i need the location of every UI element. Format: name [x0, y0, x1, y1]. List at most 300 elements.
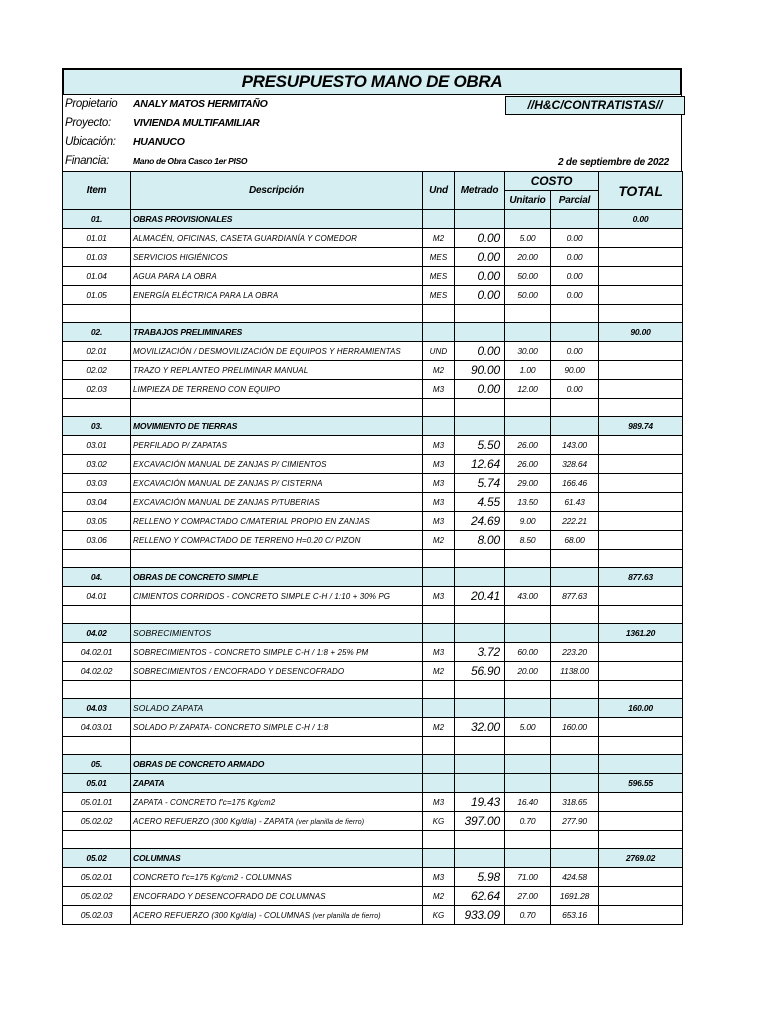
empty-cell [505, 681, 551, 699]
section-row [63, 849, 683, 868]
metrado-cell: 24.69 [455, 512, 505, 531]
financia-label: Financia: [65, 155, 109, 167]
header-metrado: Metrado [455, 172, 505, 210]
table-row [63, 248, 683, 267]
total-cell [599, 493, 683, 512]
item-description [131, 267, 423, 286]
metrado-cell: 19.43 [455, 793, 505, 812]
total-cell [599, 718, 683, 737]
item-code: 05.01.01 [63, 793, 131, 812]
metrado-cell: 3.72 [455, 643, 505, 662]
description-text: EXCAVACIÓN MANUAL DE ZANJAS P/ CISTERNA [133, 478, 323, 488]
total-cell [599, 229, 683, 248]
blank-row [63, 399, 683, 417]
empty-cell [599, 831, 683, 849]
unit-cost-cell: 13.50 [505, 493, 551, 512]
item-description [131, 229, 423, 248]
total-cell [599, 531, 683, 550]
item-code: 03.01 [63, 436, 131, 455]
table-row [63, 229, 683, 248]
empty-cell [423, 755, 455, 774]
item-code: 01.03 [63, 248, 131, 267]
unit-cost-cell: 9.00 [505, 512, 551, 531]
unit-cell: M2 [423, 718, 455, 737]
table-row [63, 361, 683, 380]
section-total: 877.63 [599, 568, 683, 587]
unit-cell: M3 [423, 512, 455, 531]
partial-cost-cell: 223.20 [551, 643, 599, 662]
unit-cost-cell: 8.50 [505, 531, 551, 550]
description-text: ACERO REFUERZO (300 Kg/día) - COLUMNAS [133, 910, 311, 920]
info-row-propietario [62, 95, 682, 114]
empty-cell [131, 681, 423, 699]
unit-cell: KG [423, 812, 455, 831]
empty-cell [551, 849, 599, 868]
unit-cost-cell: 29.00 [505, 474, 551, 493]
empty-cell [423, 849, 455, 868]
blank-row [63, 305, 683, 323]
total-cell [599, 286, 683, 305]
budget-sheet [62, 68, 682, 925]
unit-cost-cell: 12.00 [505, 380, 551, 399]
empty-cell [63, 831, 131, 849]
header-costo: COSTO [505, 172, 599, 191]
total-cell [599, 248, 683, 267]
unit-cell: KG [423, 906, 455, 925]
section-row [63, 323, 683, 342]
total-cell [599, 512, 683, 531]
ubicacion-value: HUANUCO [133, 136, 185, 148]
table-row [63, 493, 683, 512]
unit-cell: M2 [423, 662, 455, 681]
empty-cell [455, 737, 505, 755]
budget-table [62, 171, 683, 925]
description-text: SOLADO P/ ZAPATA- CONCRETO SIMPLE C-H / 1:8 [133, 722, 329, 732]
item-description [131, 718, 423, 737]
description-text: SOBRECIMIENTOS - CONCRETO SIMPLE C-H / 1:8 + 25% PM [133, 647, 369, 657]
item-code: 05.02.03 [63, 906, 131, 925]
table-row [63, 887, 683, 906]
table-row [63, 436, 683, 455]
table-row [63, 718, 683, 737]
partial-cost-cell: 160.00 [551, 718, 599, 737]
item-description: ZAPATA [131, 774, 423, 793]
empty-cell [551, 305, 599, 323]
unit-cost-cell: 27.00 [505, 887, 551, 906]
empty-cell [455, 399, 505, 417]
budget-date: 2 de septiembre de 2022 [557, 157, 669, 168]
partial-cost-cell: 0.00 [551, 342, 599, 361]
item-code: 02.01 [63, 342, 131, 361]
metrado-cell: 0.00 [455, 229, 505, 248]
metrado-cell: 12.64 [455, 455, 505, 474]
empty-cell [551, 210, 599, 229]
empty-cell [455, 755, 505, 774]
total-cell [599, 436, 683, 455]
empty-cell [505, 568, 551, 587]
empty-cell [505, 606, 551, 624]
metrado-cell: 0.00 [455, 267, 505, 286]
empty-cell [455, 624, 505, 643]
empty-cell [551, 550, 599, 568]
item-description [131, 812, 423, 831]
item-description [131, 906, 423, 925]
empty-cell [505, 210, 551, 229]
unit-cell: M3 [423, 455, 455, 474]
unit-cell: M3 [423, 380, 455, 399]
unit-cost-cell: 20.00 [505, 662, 551, 681]
unit-cell: M2 [423, 229, 455, 248]
item-code: 01.05 [63, 286, 131, 305]
item-description: OBRAS DE CONCRETO ARMADO [131, 755, 423, 774]
item-description [131, 474, 423, 493]
unit-cost-cell: 0.70 [505, 906, 551, 925]
empty-cell [131, 305, 423, 323]
partial-cost-cell: 1691.28 [551, 887, 599, 906]
item-description: SOLADO ZAPATA [131, 699, 423, 718]
table-row [63, 531, 683, 550]
total-cell [599, 361, 683, 380]
unit-cost-cell: 43.00 [505, 587, 551, 606]
empty-cell [455, 774, 505, 793]
item-code: 04. [63, 568, 131, 587]
empty-cell [131, 831, 423, 849]
partial-cost-cell: 0.00 [551, 286, 599, 305]
empty-cell [131, 606, 423, 624]
metrado-cell: 0.00 [455, 248, 505, 267]
description-text: ACERO REFUERZO (300 Kg/día) - ZAPATA [133, 816, 294, 826]
description-text: EXCAVACIÓN MANUAL DE ZANJAS P/TUBERIAS [133, 497, 320, 507]
partial-cost-cell: 143.00 [551, 436, 599, 455]
item-description [131, 455, 423, 474]
item-code: 04.01 [63, 587, 131, 606]
empty-cell [551, 323, 599, 342]
description-text: ALMACÉN, OFICINAS, CASETA GUARDIANÍA Y COMEDOR [133, 233, 358, 243]
metrado-cell: 933.09 [455, 906, 505, 925]
empty-cell [551, 606, 599, 624]
table-row [63, 643, 683, 662]
item-code: 03. [63, 417, 131, 436]
unit-cell: M3 [423, 474, 455, 493]
empty-cell [505, 323, 551, 342]
item-description [131, 248, 423, 267]
empty-cell [423, 550, 455, 568]
empty-cell [455, 831, 505, 849]
description-text: ZAPATA - CONCRETO f'c=175 Kg/cm2 [133, 797, 276, 807]
propietario-label: Propietario [65, 98, 118, 110]
partial-cost-cell: 328.64 [551, 455, 599, 474]
partial-cost-cell: 68.00 [551, 531, 599, 550]
item-description [131, 342, 423, 361]
header-parcial: Parcial [551, 191, 599, 210]
item-description [131, 436, 423, 455]
proyecto-value: VIVIENDA MULTIFAMILIAR [133, 117, 260, 129]
unit-cost-cell: 71.00 [505, 868, 551, 887]
table-row [63, 455, 683, 474]
unit-cost-cell: 60.00 [505, 643, 551, 662]
metrado-cell: 0.00 [455, 286, 505, 305]
section-row [63, 624, 683, 643]
partial-cost-cell: 0.00 [551, 248, 599, 267]
unit-cost-cell: 5.00 [505, 229, 551, 248]
item-description [131, 643, 423, 662]
total-cell [599, 906, 683, 925]
empty-cell [423, 323, 455, 342]
empty-cell [505, 849, 551, 868]
header-und: Und [423, 172, 455, 210]
item-code: 03.02 [63, 455, 131, 474]
description-text: MOVILIZACIÓN / DESMOVILIZACIÓN DE EQUIPOS Y HERRAMIENTAS [133, 346, 401, 356]
empty-cell [551, 568, 599, 587]
partial-cost-cell: 277.90 [551, 812, 599, 831]
item-code: 05. [63, 755, 131, 774]
empty-cell [599, 681, 683, 699]
info-row-financia [62, 152, 682, 171]
info-row-ubicacion [62, 133, 682, 152]
info-row-proyecto [62, 114, 682, 133]
blank-row [63, 606, 683, 624]
empty-cell [455, 550, 505, 568]
empty-cell [423, 774, 455, 793]
empty-cell [505, 550, 551, 568]
item-code: 05.01 [63, 774, 131, 793]
description-text: RELLENO Y COMPACTADO DE TERRENO H=0.20 C/ PIZON [133, 535, 361, 545]
table-row [63, 662, 683, 681]
table-row [63, 512, 683, 531]
section-row [63, 755, 683, 774]
empty-cell [423, 624, 455, 643]
unit-cell: M3 [423, 643, 455, 662]
empty-cell [505, 737, 551, 755]
empty-cell [505, 624, 551, 643]
empty-cell [423, 681, 455, 699]
empty-cell [505, 305, 551, 323]
item-description [131, 887, 423, 906]
empty-cell [551, 831, 599, 849]
item-description [131, 286, 423, 305]
description-note: (ver planilla de fierro) [296, 818, 365, 826]
empty-cell [455, 568, 505, 587]
empty-cell [551, 681, 599, 699]
unit-cost-cell: 16.40 [505, 793, 551, 812]
item-description: OBRAS DE CONCRETO SIMPLE [131, 568, 423, 587]
item-code: 02.02 [63, 361, 131, 380]
empty-cell [423, 305, 455, 323]
empty-cell [423, 831, 455, 849]
blank-row [63, 681, 683, 699]
section-total: 989.74 [599, 417, 683, 436]
item-code: 03.03 [63, 474, 131, 493]
table-row [63, 793, 683, 812]
total-cell [599, 868, 683, 887]
item-code: 04.02.01 [63, 643, 131, 662]
header-descripcion: Descripción [131, 172, 423, 210]
metrado-cell: 4.55 [455, 493, 505, 512]
empty-cell [599, 305, 683, 323]
table-row [63, 267, 683, 286]
empty-cell [599, 606, 683, 624]
table-row [63, 286, 683, 305]
section-total: 90.00 [599, 323, 683, 342]
table-row [63, 474, 683, 493]
empty-cell [599, 737, 683, 755]
table-header-row [63, 172, 683, 191]
empty-cell [423, 737, 455, 755]
empty-cell [551, 399, 599, 417]
empty-cell [455, 699, 505, 718]
empty-cell [63, 606, 131, 624]
empty-cell [63, 550, 131, 568]
metrado-cell: 56.90 [455, 662, 505, 681]
unit-cell: M2 [423, 531, 455, 550]
unit-cell: M3 [423, 436, 455, 455]
total-cell [599, 267, 683, 286]
empty-cell [455, 681, 505, 699]
total-cell [599, 793, 683, 812]
empty-cell [599, 399, 683, 417]
section-total: 160.00 [599, 699, 683, 718]
total-cell [599, 643, 683, 662]
empty-cell [423, 399, 455, 417]
unit-cell: MES [423, 267, 455, 286]
propietario-value: ANALY MATOS HERMITAÑO [133, 98, 268, 110]
table-row [63, 587, 683, 606]
item-code: 04.02.02 [63, 662, 131, 681]
blank-row [63, 737, 683, 755]
empty-cell [505, 399, 551, 417]
empty-cell [63, 681, 131, 699]
item-code: 04.02 [63, 624, 131, 643]
metrado-cell: 20.41 [455, 587, 505, 606]
unit-cost-cell: 5.00 [505, 718, 551, 737]
sheet-title: PRESUPUESTO MANO DE OBRA [62, 68, 682, 95]
empty-cell [131, 737, 423, 755]
unit-cost-cell: 0.70 [505, 812, 551, 831]
empty-cell [63, 737, 131, 755]
item-code: 03.04 [63, 493, 131, 512]
item-description: TRABAJOS PRELIMINARES [131, 323, 423, 342]
description-text: SOBRECIMIENTOS / ENCOFRADO Y DESENCOFRADO [133, 666, 345, 676]
item-code: 01.04 [63, 267, 131, 286]
metrado-cell: 0.00 [455, 342, 505, 361]
partial-cost-cell: 61.43 [551, 493, 599, 512]
total-cell [599, 380, 683, 399]
empty-cell [505, 699, 551, 718]
header-total: TOTAL [599, 172, 683, 210]
section-total: 1361.20 [599, 624, 683, 643]
table-row [63, 342, 683, 361]
total-cell [599, 474, 683, 493]
empty-cell [599, 550, 683, 568]
empty-cell [505, 831, 551, 849]
header-unitario: Unitario [505, 191, 551, 210]
metrado-cell: 5.74 [455, 474, 505, 493]
partial-cost-cell: 90.00 [551, 361, 599, 380]
unit-cost-cell: 1.00 [505, 361, 551, 380]
empty-cell [551, 417, 599, 436]
item-code: 02.03 [63, 380, 131, 399]
unit-cost-cell: 30.00 [505, 342, 551, 361]
partial-cost-cell: 0.00 [551, 267, 599, 286]
metrado-cell: 5.98 [455, 868, 505, 887]
metrado-cell: 32.00 [455, 718, 505, 737]
table-row [63, 812, 683, 831]
metrado-cell: 397.00 [455, 812, 505, 831]
unit-cost-cell: 50.00 [505, 286, 551, 305]
partial-cost-cell: 653.16 [551, 906, 599, 925]
empty-cell [505, 774, 551, 793]
total-cell [599, 342, 683, 361]
metrado-cell: 0.00 [455, 380, 505, 399]
item-description: MOVIMIENTO DE TIERRAS [131, 417, 423, 436]
financia-value: Mano de Obra Casco 1er PISO [133, 156, 248, 166]
unit-cell: M3 [423, 587, 455, 606]
empty-cell [455, 606, 505, 624]
description-text: AGUA PARA LA OBRA [133, 271, 217, 281]
total-cell [599, 587, 683, 606]
proyecto-label: Proyecto: [65, 117, 111, 129]
item-code: 04.03.01 [63, 718, 131, 737]
section-total: 0.00 [599, 210, 683, 229]
description-text: TRAZO Y REPLANTEO PRELIMINAR MANUAL [133, 365, 309, 375]
item-code: 05.02 [63, 849, 131, 868]
unit-cell: M3 [423, 793, 455, 812]
unit-cell: UND [423, 342, 455, 361]
metrado-cell: 5.50 [455, 436, 505, 455]
item-description: SOBRECIMIENTOS [131, 624, 423, 643]
description-text: ENCOFRADO Y DESENCOFRADO DE COLUMNAS [133, 891, 326, 901]
item-description [131, 380, 423, 399]
item-code: 03.05 [63, 512, 131, 531]
description-text: ENERGÍA ELÉCTRICA PARA LA OBRA [133, 290, 279, 300]
partial-cost-cell: 0.00 [551, 380, 599, 399]
metrado-cell: 8.00 [455, 531, 505, 550]
empty-cell [423, 568, 455, 587]
unit-cell: M2 [423, 361, 455, 380]
item-description [131, 531, 423, 550]
header-item: Item [63, 172, 131, 210]
empty-cell [423, 210, 455, 229]
total-cell [599, 455, 683, 474]
description-text: SERVICIOS HIGIÉNICOS [133, 252, 228, 262]
partial-cost-cell: 318.65 [551, 793, 599, 812]
table-row [63, 906, 683, 925]
item-code: 03.06 [63, 531, 131, 550]
section-row [63, 417, 683, 436]
partial-cost-cell: 1138.00 [551, 662, 599, 681]
partial-cost-cell: 166.46 [551, 474, 599, 493]
item-description: OBRAS PROVISIONALES [131, 210, 423, 229]
empty-cell [505, 755, 551, 774]
item-description [131, 868, 423, 887]
empty-cell [63, 399, 131, 417]
item-code: 05.02.01 [63, 868, 131, 887]
empty-cell [551, 755, 599, 774]
ubicacion-label: Ubicación: [65, 136, 116, 148]
section-total: 596.55 [599, 774, 683, 793]
empty-cell [455, 849, 505, 868]
section-row [63, 568, 683, 587]
empty-cell [131, 550, 423, 568]
unit-cost-cell: 50.00 [505, 267, 551, 286]
section-row [63, 210, 683, 229]
empty-cell [131, 399, 423, 417]
table-row [63, 380, 683, 399]
unit-cost-cell: 26.00 [505, 436, 551, 455]
empty-cell [551, 774, 599, 793]
item-description [131, 793, 423, 812]
item-description [131, 587, 423, 606]
